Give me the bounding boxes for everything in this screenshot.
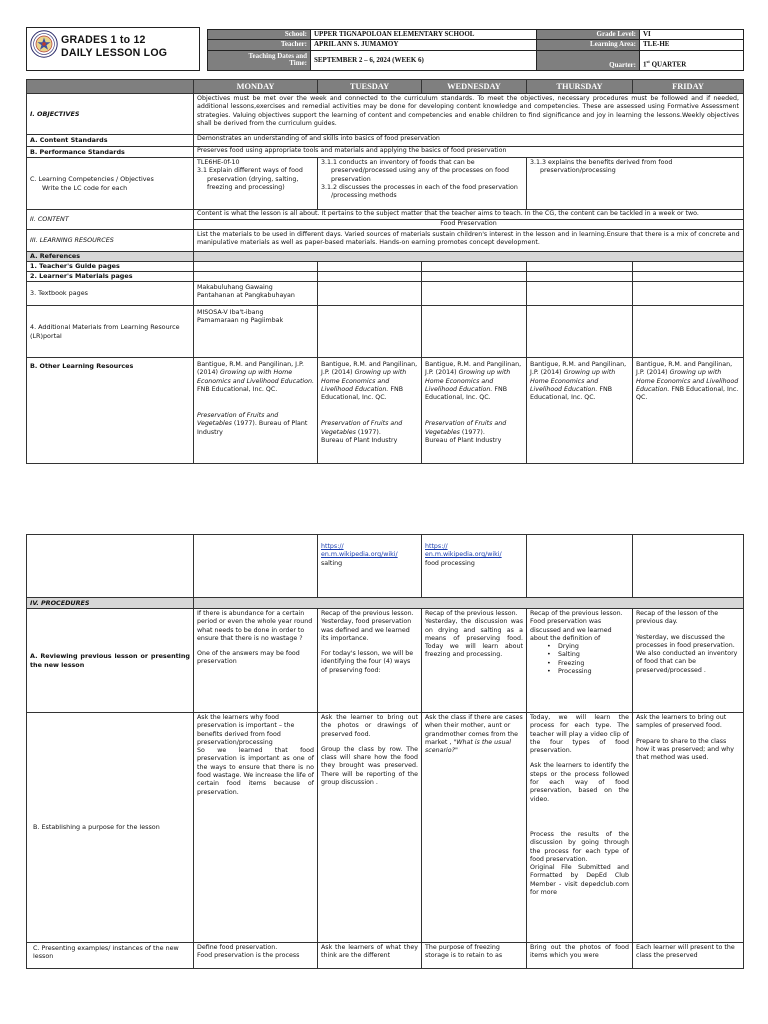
links-wednesday <box>422 535 527 598</box>
day-header-thursday: THURSDAY <box>527 80 633 94</box>
additional-materials-row <box>27 306 744 358</box>
school-label: School: <box>208 30 311 40</box>
resource-citation <box>636 361 740 402</box>
reviewing-thursday-recap: Recap of the previous lesson. <box>530 610 623 617</box>
competencies-row <box>27 158 744 210</box>
resource-bpi-publisher: Bureau of Plant Industry <box>425 437 502 445</box>
resource-publisher: FNB Educational, Inc. QC. <box>321 385 404 402</box>
references-label: A. References <box>27 252 194 262</box>
learners-materials-row <box>27 272 744 282</box>
content-label: II. CONTENT <box>27 210 194 230</box>
other-resources-label: B. Other Learning Resources <box>27 358 194 464</box>
performance-standards-text: Preserves food using appropriate tools and materials and applying the basics of food preservation <box>194 146 744 157</box>
reviewing-tuesday-yesterday: Yesterday, food preservation was defined and we learned its importance. <box>321 618 412 642</box>
list-item: • Salting <box>558 651 629 659</box>
references-blank <box>194 252 744 262</box>
reviewing-monday-question: If there is abundance for a certain period or even the whole year round what needs to be done in order to ensure that there is no wastage ? <box>197 610 313 642</box>
teachers-guide-row <box>27 262 744 272</box>
textbook-tuesday <box>318 282 422 306</box>
reviewing-tuesday-recap: Recap of the previous lesson. <box>321 610 414 617</box>
learning-area-value: TLE-HE <box>640 40 744 50</box>
purpose-wednesday-ask <box>425 714 523 755</box>
resource-bpi-title: Preservation of Fruits and Vegetables <box>425 420 507 436</box>
resource-author: Bantigue, R.M. and Pangilinan, J.P. (2014) <box>425 361 522 377</box>
purpose-thursday-credit: Original File Submitted and Formatted by DepEd Club Member - visit depedclub.com for more <box>530 864 629 897</box>
teachers-guide-wednesday <box>422 262 527 272</box>
resource-bpi-year: (1977). <box>355 428 381 436</box>
other-resources-monday <box>194 358 318 464</box>
teacher-value: APRIL ANN S. JUMAMOY <box>311 40 537 50</box>
day-header-corner <box>27 80 194 94</box>
reviewing-wednesday <box>422 609 527 713</box>
teachers-guide-friday <box>633 262 744 272</box>
additional-materials-wednesday <box>422 306 527 358</box>
quarter-number: 1 <box>643 60 647 69</box>
resource-book-title: Growing up with Home Economics and Livelihood Education. <box>197 369 315 385</box>
additional-materials-label: 4. Additional Materials from Learning Resource (LR)portal <box>27 306 194 358</box>
content-row <box>27 210 744 220</box>
textbook-monday <box>194 282 318 306</box>
objectives-label: I. OBJECTIVES <box>27 94 194 135</box>
purpose-friday-share: Prepare to share to the class how it was preserved; and why that method was used. <box>636 737 735 762</box>
content-standards-text: Demonstrates an understanding of and skills into basics of food preservation <box>194 135 744 146</box>
competency-monday <box>194 158 318 210</box>
objectives-row <box>27 94 744 135</box>
competency-3-1-1: 3.1.1 conducts an inventory of foods that can be preserved/processed using any of the processes on food preservation <box>321 159 509 183</box>
textbook-label: 3. Textbook pages <box>27 282 194 306</box>
reviewing-monday <box>194 609 318 713</box>
other-resources-wednesday <box>422 358 527 464</box>
purpose-wednesday <box>422 713 527 943</box>
examples-friday: Each learner will present to the class the preserved <box>633 943 744 969</box>
resource-citation <box>425 361 523 402</box>
reviewing-wednesday-recap: Recap of the previous lesson. <box>425 610 518 617</box>
performance-standards-row <box>27 146 744 157</box>
quarter-suffix: st <box>646 59 650 65</box>
content-topic: Food Preservation <box>194 220 744 230</box>
resource-publisher: FNB Educational, Inc. QC. <box>530 385 613 402</box>
competencies-sublabel: Write the LC code for each <box>42 183 128 192</box>
purpose-monday-summary: So we learned that food preservation is important as one of the ways to ensure that there is no food wastage. We increase the life of certain food items because of preservation. <box>197 747 314 796</box>
competency-thu-fri <box>527 158 744 210</box>
salting-link[interactable]: https:// <box>321 543 344 550</box>
resource-publisher: FNB Educational, Inc. QC. <box>425 385 508 402</box>
links-friday <box>633 535 744 598</box>
reviewing-friday <box>633 609 744 713</box>
textbook-friday <box>633 282 744 306</box>
resource-book-title: Growing up with Home Economics and Livelihood Education. <box>636 369 739 393</box>
textbook-line-1: Makabuluhang Gawaing <box>197 284 273 291</box>
purpose-thursday-identify: Ask the learners to identify the steps or the process followed for each way of food preservation, based on the video. <box>530 762 629 803</box>
food-processing-link-path[interactable]: en.m.wikipedia.org/wiki/ <box>425 551 502 559</box>
other-resources-thursday <box>527 358 633 464</box>
resource-bpi-title: Preservation of Fruits and Vegetables <box>197 412 279 428</box>
lesson-log-table-page-1 <box>26 79 744 464</box>
reviewing-friday-recap: Recap of the lesson of the previous day. <box>636 610 719 626</box>
learning-resources-row <box>27 230 744 252</box>
day-header-wednesday: WEDNESDAY <box>422 80 527 94</box>
grade-level-label: Grade Level: <box>537 30 640 40</box>
teacher-label: Teacher: <box>208 40 311 50</box>
other-resources-tuesday <box>318 358 422 464</box>
teaching-dates-value: SEPTEMBER 2 – 6, 2024 (WEEK 6) <box>311 50 537 70</box>
purpose-monday <box>194 713 318 943</box>
textbook-thursday <box>527 282 633 306</box>
school-info-table <box>207 29 744 71</box>
content-text: Content is what the lesson is all about. It pertains to the subject matter that the teacher aims to teach. In the CG, the content can be tackled in a week or two. <box>194 210 744 220</box>
links-thursday <box>527 535 633 598</box>
resource-bpi-year: (1977). <box>459 428 485 436</box>
reviewing-tuesday <box>318 609 422 713</box>
procedures-row <box>27 598 744 609</box>
textbook-wednesday <box>422 282 527 306</box>
learning-area-label: Learning Area: <box>537 40 640 50</box>
teaching-dates-label-line-2: Time: <box>289 59 307 68</box>
purpose-thursday-video: Today, we will learn the process for each type. The teacher will play a video clip of the four types of food preservation. <box>530 714 629 755</box>
resource-bpi-year: (1977). <box>231 420 257 428</box>
purpose-friday-ask: Ask the learners to bring out samples of preserved food. <box>636 714 727 730</box>
content-standards-label: A. Content Standards <box>27 135 194 146</box>
resource-author: Bantigue, R.M. and Pangilinan, J.P. (2014) <box>197 361 304 377</box>
procedures-label: IV. PROCEDURES <box>27 598 194 609</box>
competencies-label-cell <box>27 158 194 210</box>
learners-materials-label: 2. Learner's Materials pages <box>27 272 194 282</box>
links-tuesday <box>318 535 422 598</box>
resource-author: Bantigue, R.M. and Pangilinan, J.P. (2014) <box>321 361 418 377</box>
competency-code: TLE6HE-0f-10 <box>197 159 240 166</box>
list-item: • Processing <box>558 668 629 676</box>
examples-monday <box>194 943 318 969</box>
resource-bpi-title: Preservation of Fruits and Vegetables <box>321 420 403 436</box>
examples-wednesday: The purpose of freezing storage is to retain to as <box>422 943 527 969</box>
examples-monday-define: Define food preservation. <box>197 944 278 951</box>
resource-bpi-publisher: Bureau of Plant Industry <box>197 420 308 436</box>
purpose-label: B. Establishing a purpose for the lesson <box>27 713 194 943</box>
grade-level-value: VI <box>640 30 744 40</box>
quarter-value <box>640 50 744 70</box>
content-standards-row <box>27 135 744 146</box>
reviewing-thursday-text: Food preservation was discussed and we learned about the definition of <box>530 618 612 642</box>
reviewing-tuesday-today: For today's lesson, we will be identifying the four (4) ways of preserving food: <box>321 650 414 674</box>
teaching-dates-label-line-1: Teaching Dates and <box>248 52 307 61</box>
examples-label: C. Presenting examples/ instances of the new lesson <box>27 943 194 969</box>
additional-materials-tuesday <box>318 306 422 358</box>
links-monday <box>194 535 318 598</box>
reviewing-wednesday-text: Yesterday, the discussion was on drying and salting as a means of preserving food. Today we will learn about freezing and processing. <box>425 618 523 659</box>
teachers-guide-tuesday <box>318 262 422 272</box>
quarter-word: QUARTER <box>649 60 687 69</box>
additional-materials-friday <box>633 306 744 358</box>
learners-materials-wednesday <box>422 272 527 282</box>
day-header-row <box>27 80 744 94</box>
teachers-guide-thursday <box>527 262 633 272</box>
additional-materials-monday <box>194 306 318 358</box>
reviewing-label: A. Reviewing previous lesson or presenting the new lesson <box>27 609 194 713</box>
competencies-label: C. Learning Competencies / Objectives <box>30 175 154 184</box>
links-label <box>27 535 194 598</box>
preservation-methods-list <box>530 643 629 676</box>
teachers-guide-label: 1. Teacher's Guide pages <box>27 262 194 272</box>
purpose-wednesday-text: Ask the class if there are cases when their mother, aunt or grandmother comes from the market , <box>425 714 523 746</box>
learners-materials-tuesday <box>318 272 422 282</box>
examples-thursday: Bring out the photos of food items which you were <box>527 943 633 969</box>
food-processing-link[interactable]: https:// <box>425 543 448 550</box>
reviewing-row <box>27 609 744 713</box>
resource-bpi-publisher: Bureau of Plant Industry <box>321 437 398 445</box>
textbook-line-2: Pantahanan at Pangkabuhayan <box>197 292 295 300</box>
examples-tuesday: Ask the learners of what they think are the different <box>318 943 422 969</box>
day-header-tuesday: TUESDAY <box>318 80 422 94</box>
resource-bpi <box>197 412 314 437</box>
links-row <box>27 535 744 598</box>
lesson-log-table-page-2 <box>26 534 744 969</box>
salting-link-path[interactable]: en.m.wikipedia.org/wiki/ <box>321 551 398 559</box>
day-header-monday: MONDAY <box>194 80 318 94</box>
purpose-thursday <box>527 713 633 943</box>
learning-resources-text: List the materials to be used in different days. Varied sources of materials sustain children's interest in the lesson and in learning.Ensure that there is a mix of concrete and manipulative materials as well as paper-based materials. Hands-on earning promotes concept development. <box>194 230 744 252</box>
purpose-tuesday-ask: Ask the learner to bring out the photos or drawings of preserved food. <box>321 714 418 738</box>
form-title-line-1: GRADES 1 to 12 <box>61 34 146 46</box>
teachers-guide-monday <box>194 262 318 272</box>
resource-publisher: FNB Educational, Inc. QC. <box>636 385 739 402</box>
teaching-dates-label <box>208 50 311 70</box>
learning-resources-label: III. LEARNING RESOURCES <box>27 230 194 252</box>
list-item: • Freezing <box>558 660 629 668</box>
purpose-monday-ask: Ask the learners why food preservation is important – the benefits derived from food preservation/processing <box>197 714 295 746</box>
salting-topic: salting <box>321 559 343 567</box>
quarter-label: Quarter: <box>537 50 640 70</box>
performance-standards-label: B. Performance Standards <box>27 146 194 157</box>
competency-3-1-3: 3.1.3 explains the benefits derived from food preservation/processing <box>530 159 673 175</box>
resource-publisher: FNB Educational, Inc. QC. <box>197 385 278 393</box>
additional-line-2: Pamamaraan ng Pagiimbak <box>197 317 284 325</box>
learners-materials-thursday <box>527 272 633 282</box>
resource-author: Bantigue, R.M. and Pangilinan, J.P. (2014) <box>530 361 627 377</box>
resource-author: Bantigue, R.M. and Pangilinan, J.P. (2014) <box>636 361 733 377</box>
purpose-wednesday-quote: "What is the usual scenario?" <box>425 738 512 755</box>
additional-line-1: MISOSA-V Iba't-ibang <box>197 309 264 316</box>
additional-materials-thursday <box>527 306 633 358</box>
resource-bpi <box>321 420 418 437</box>
purpose-tuesday-group: Group the class by row. The class will share how the food they brought was preserved. There will be reporting of the group discussion . <box>321 745 418 787</box>
list-item: • Drying <box>558 643 629 651</box>
reviewing-friday-text: Yesterday, we discussed the processes in food preservation. We also conducted an inventory of food that can be preserved/processed . <box>636 633 738 674</box>
reviewing-monday-answer: One of the answers may be food preservation <box>197 650 300 666</box>
resource-citation <box>197 361 314 394</box>
food-processing-topic: food processing <box>425 559 475 567</box>
examples-row <box>27 943 744 969</box>
resource-book-title: Growing up with Home Economics and Livelihood Education. <box>321 369 407 393</box>
resource-book-title: Growing up with Home Economics and Livelihood Education. <box>530 369 616 393</box>
form-title-line-2: DAILY LESSON LOG <box>61 47 168 59</box>
purpose-friday <box>633 713 744 943</box>
competency-3-1-2: 3.1.2 discusses the processes in each of the food preservation /processing methods <box>321 183 518 200</box>
deped-seal-icon <box>30 30 58 58</box>
day-header-friday: FRIDAY <box>633 80 744 94</box>
learners-materials-friday <box>633 272 744 282</box>
textbook-row <box>27 282 744 306</box>
resource-book-title: Growing up with Home Economics and Livelihood Education. <box>425 369 511 393</box>
school-value: UPPER TIGNAPOLOAN ELEMENTARY SCHOOL <box>311 30 537 40</box>
competency-tue-wed <box>318 158 527 210</box>
learners-materials-monday <box>194 272 318 282</box>
purpose-row <box>27 713 744 943</box>
competency-3-1: 3.1 Explain different ways of food preservation (drying, salting, freezing and processing) <box>197 167 303 191</box>
other-resources-friday <box>633 358 744 464</box>
examples-monday-text: Food preservation is the process <box>197 952 300 960</box>
procedures-blank <box>194 598 744 609</box>
objectives-text: Objectives must be met over the week and connected to the curriculum standards. To meet the objectives, necessary procedures must be followed and if needed, additional lessons,exercises and remedial activities may be done for developing content knowledge and competencies. These are assessed using Formative Assessment strategies. Valuing objectives support the learning of content and competencies and enable children to find significance and joy in learning the lessons.Weekly objectives shall be derived from the curriculum guides. <box>194 94 744 135</box>
resource-bpi <box>425 420 523 437</box>
reviewing-thursday <box>527 609 633 713</box>
resource-citation <box>530 361 629 402</box>
resource-citation <box>321 361 418 402</box>
purpose-thursday-process: Process the results of the discussion by going through the process for each type of food preservation. <box>530 830 629 863</box>
purpose-tuesday <box>318 713 422 943</box>
other-resources-row <box>27 358 744 464</box>
references-row <box>27 252 744 262</box>
